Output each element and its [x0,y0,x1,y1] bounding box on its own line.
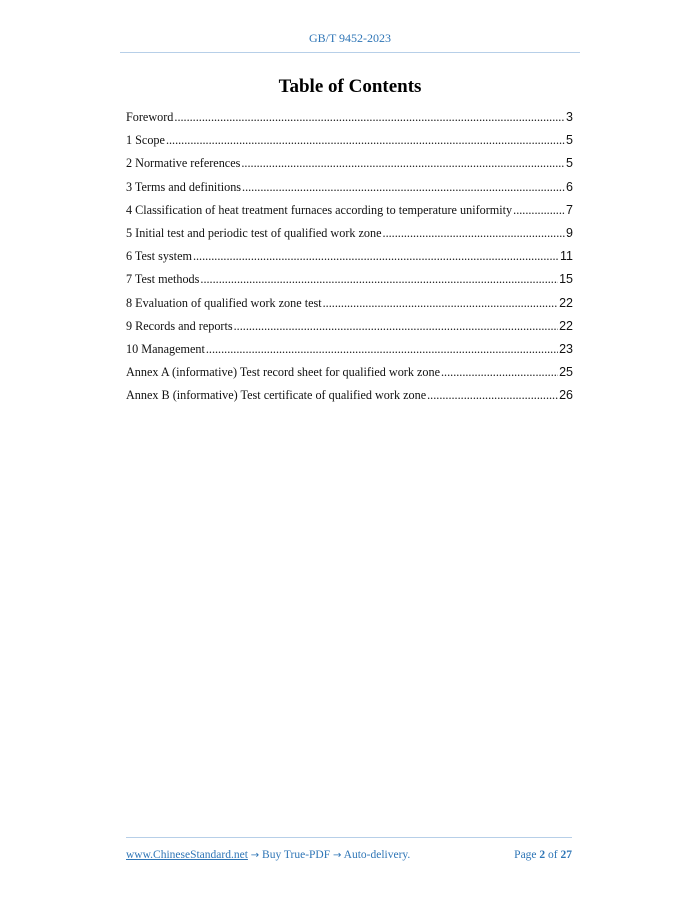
toc-entry-evaluation[interactable] [126,295,573,318]
page-header [0,30,700,46]
toc-entry-label: 3 Terms and definitions [126,179,242,194]
table-of-contents [126,109,573,410]
toc-entry-label: Foreword [126,110,174,124]
page-counter [514,847,572,863]
toc-entry-test-system[interactable] [126,248,573,271]
toc-entry-foreword[interactable] [126,109,573,132]
auto-delivery-text: Auto-delivery. [343,849,411,861]
toc-dot-leader [206,341,558,357]
header-divider [120,52,580,53]
toc-entry-page: 9 [566,225,573,240]
toc-entry-page: 25 [559,365,573,380]
toc-entry-annex-b[interactable] [126,387,573,410]
toc-entry-records-reports[interactable] [126,318,573,341]
toc-entry-management[interactable] [126,341,573,364]
toc-entry-label: 6 Test system [126,249,192,264]
page-footer [126,847,572,863]
toc-entry-label: 7 Test methods [126,272,200,287]
standard-code: GB/T 9452-2023 [308,31,392,45]
website-link[interactable]: www.ChineseStandard.net [126,849,248,861]
current-page-number: 2 [539,849,546,861]
toc-dot-leader [427,387,558,403]
toc-dot-leader [193,248,559,264]
toc-entry-page: 22 [559,295,573,310]
buy-true-pdf-link[interactable]: Buy True-PDF [262,849,331,861]
toc-dot-leader [241,155,565,171]
toc-entry-normative-references[interactable] [126,155,573,178]
toc-entry-annex-a[interactable] [126,364,573,387]
toc-dot-leader [166,132,565,148]
right-arrow-icon: → [250,850,260,861]
toc-entry-label: 4 Classification of heat treatment furnaces according to temperature uniformity [126,202,513,217]
toc-entry-label: 10 Management [126,341,205,356]
toc-entry-page: 5 [566,156,573,171]
toc-entry-initial-periodic-test[interactable] [126,225,573,248]
toc-entry-scope[interactable] [126,132,573,155]
toc-entry-page: 11 [560,249,573,264]
toc-entry-page: 5 [566,133,573,148]
page-of-label: of [548,849,558,861]
toc-entry-label: 5 Initial test and periodic test of qualified work zone [126,225,382,240]
toc-entry-page: 15 [559,272,573,287]
right-arrow-icon: → [333,850,342,861]
toc-dot-leader [383,225,566,241]
toc-entry-page: 7 [566,202,573,217]
toc-entry-page: 6 [566,179,573,194]
toc-dot-leader [234,318,558,334]
toc-entry-page: 22 [559,318,573,333]
page-title: Table of Contents [278,76,422,97]
footer-promo [126,847,410,864]
toc-dot-leader [513,202,565,218]
toc-dot-leader [441,364,558,380]
toc-entry-test-methods[interactable] [126,271,573,294]
toc-entry-label: Annex A (informative) Test record sheet for qualified work zone [126,365,440,380]
toc-entry-page: 3 [566,110,573,124]
toc-entry-terms-definitions[interactable] [126,179,573,202]
total-page-count: 27 [560,849,572,861]
toc-entry-label: 8 Evaluation of qualified work zone test [126,295,322,310]
footer-divider [126,837,572,838]
page-label: Page [514,849,537,861]
toc-dot-leader [174,109,565,125]
toc-dot-leader [323,295,558,311]
toc-dot-leader [200,271,558,287]
toc-entry-label: Annex B (informative) Test certificate of qualified work zone [126,388,427,403]
toc-entry-label: 2 Normative references [126,156,241,171]
toc-entry-label: 9 Records and reports [126,318,233,333]
toc-entry-page: 23 [559,341,573,356]
toc-entry-page: 26 [559,388,573,403]
toc-entry-classification[interactable] [126,202,573,225]
toc-entry-label: 1 Scope [126,133,165,148]
toc-dot-leader [242,179,565,195]
